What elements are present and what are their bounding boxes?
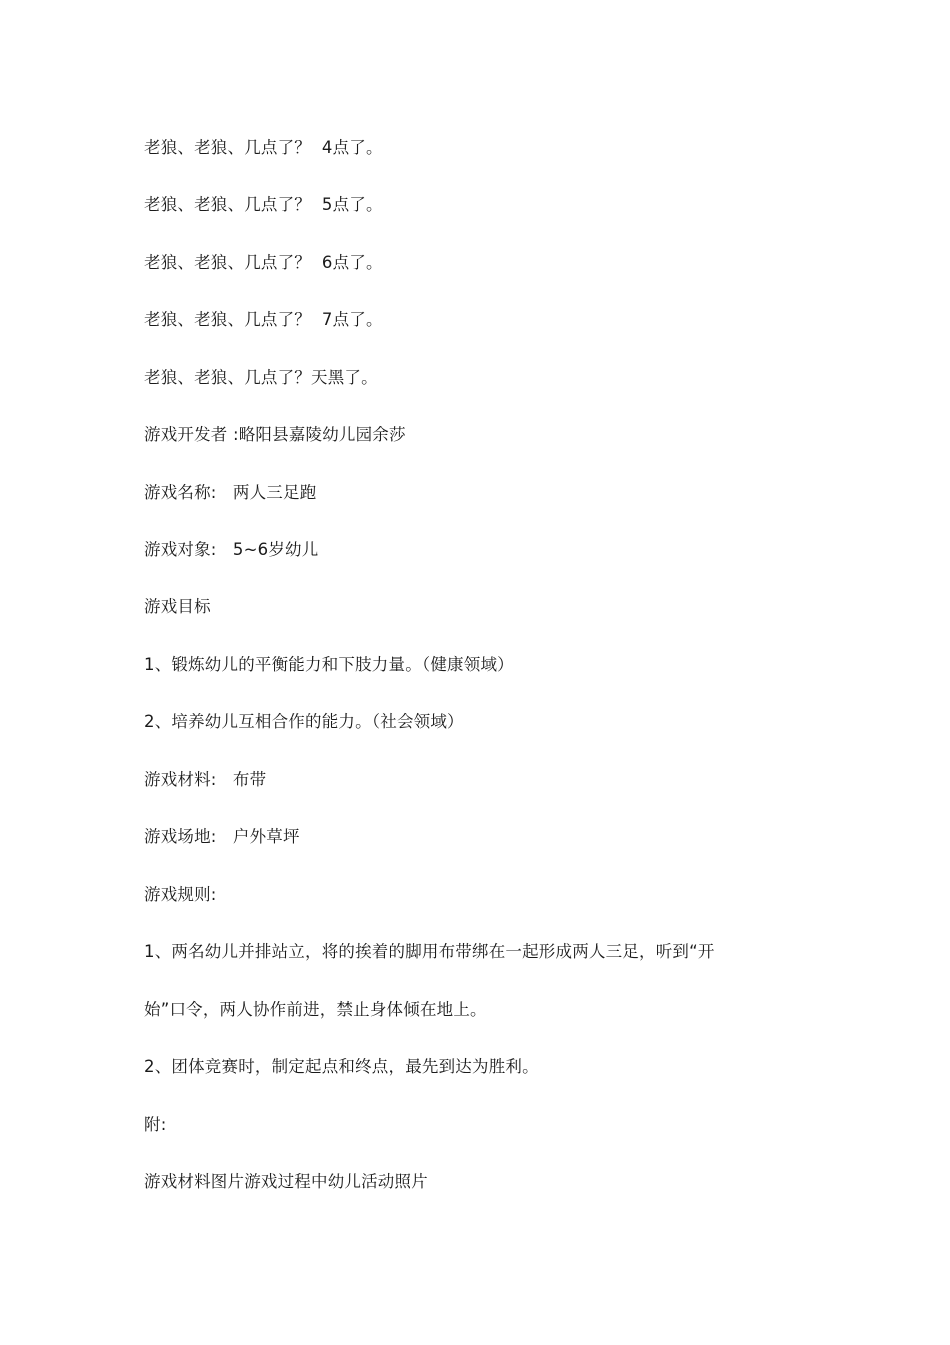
game-venue: 游戏场地: 户外草坪 bbox=[144, 827, 300, 846]
game-materials: 游戏材料: 布带 bbox=[144, 770, 267, 789]
rule-item-1-line-1: 1、两名幼儿并排站立，将的挨着的脚用布带绑在一起形成两人三足，听到“开 bbox=[144, 942, 715, 961]
rhyme-line-5: 老狼、老狼、几点了？天黑了。 bbox=[144, 368, 378, 387]
game-developer: 游戏开发者 :略阳县嘉陵幼儿园余莎 bbox=[144, 425, 406, 444]
game-goals-heading: 游戏目标 bbox=[144, 597, 211, 616]
rhyme-line-3: 老狼、老狼、几点了？ 6点了。 bbox=[144, 253, 383, 272]
game-rules-heading: 游戏规则: bbox=[144, 885, 217, 904]
rhyme-line-4: 老狼、老狼、几点了？ 7点了。 bbox=[144, 310, 383, 329]
rule-item-1-line-2: 始”口令，两人协作前进，禁止身体倾在地上。 bbox=[144, 1000, 487, 1019]
rhyme-line-1: 老狼、老狼、几点了？ 4点了。 bbox=[144, 138, 383, 157]
goal-item-2: 2、培养幼儿互相合作的能力。（社会领域） bbox=[144, 712, 464, 731]
appendix-photos-caption: 游戏材料图片游戏过程中幼儿活动照片 bbox=[144, 1172, 428, 1191]
game-target-audience: 游戏对象: 5~6岁幼儿 bbox=[144, 540, 319, 559]
rule-item-2: 2、团体竞赛时，制定起点和终点，最先到达为胜利。 bbox=[144, 1057, 539, 1076]
game-name: 游戏名称: 两人三足跑 bbox=[144, 483, 317, 502]
goal-item-1: 1、锻炼幼儿的平衡能力和下肢力量。（健康领域） bbox=[144, 655, 514, 674]
rhyme-line-2: 老狼、老狼、几点了？ 5点了。 bbox=[144, 195, 383, 214]
appendix-heading: 附: bbox=[144, 1115, 167, 1134]
